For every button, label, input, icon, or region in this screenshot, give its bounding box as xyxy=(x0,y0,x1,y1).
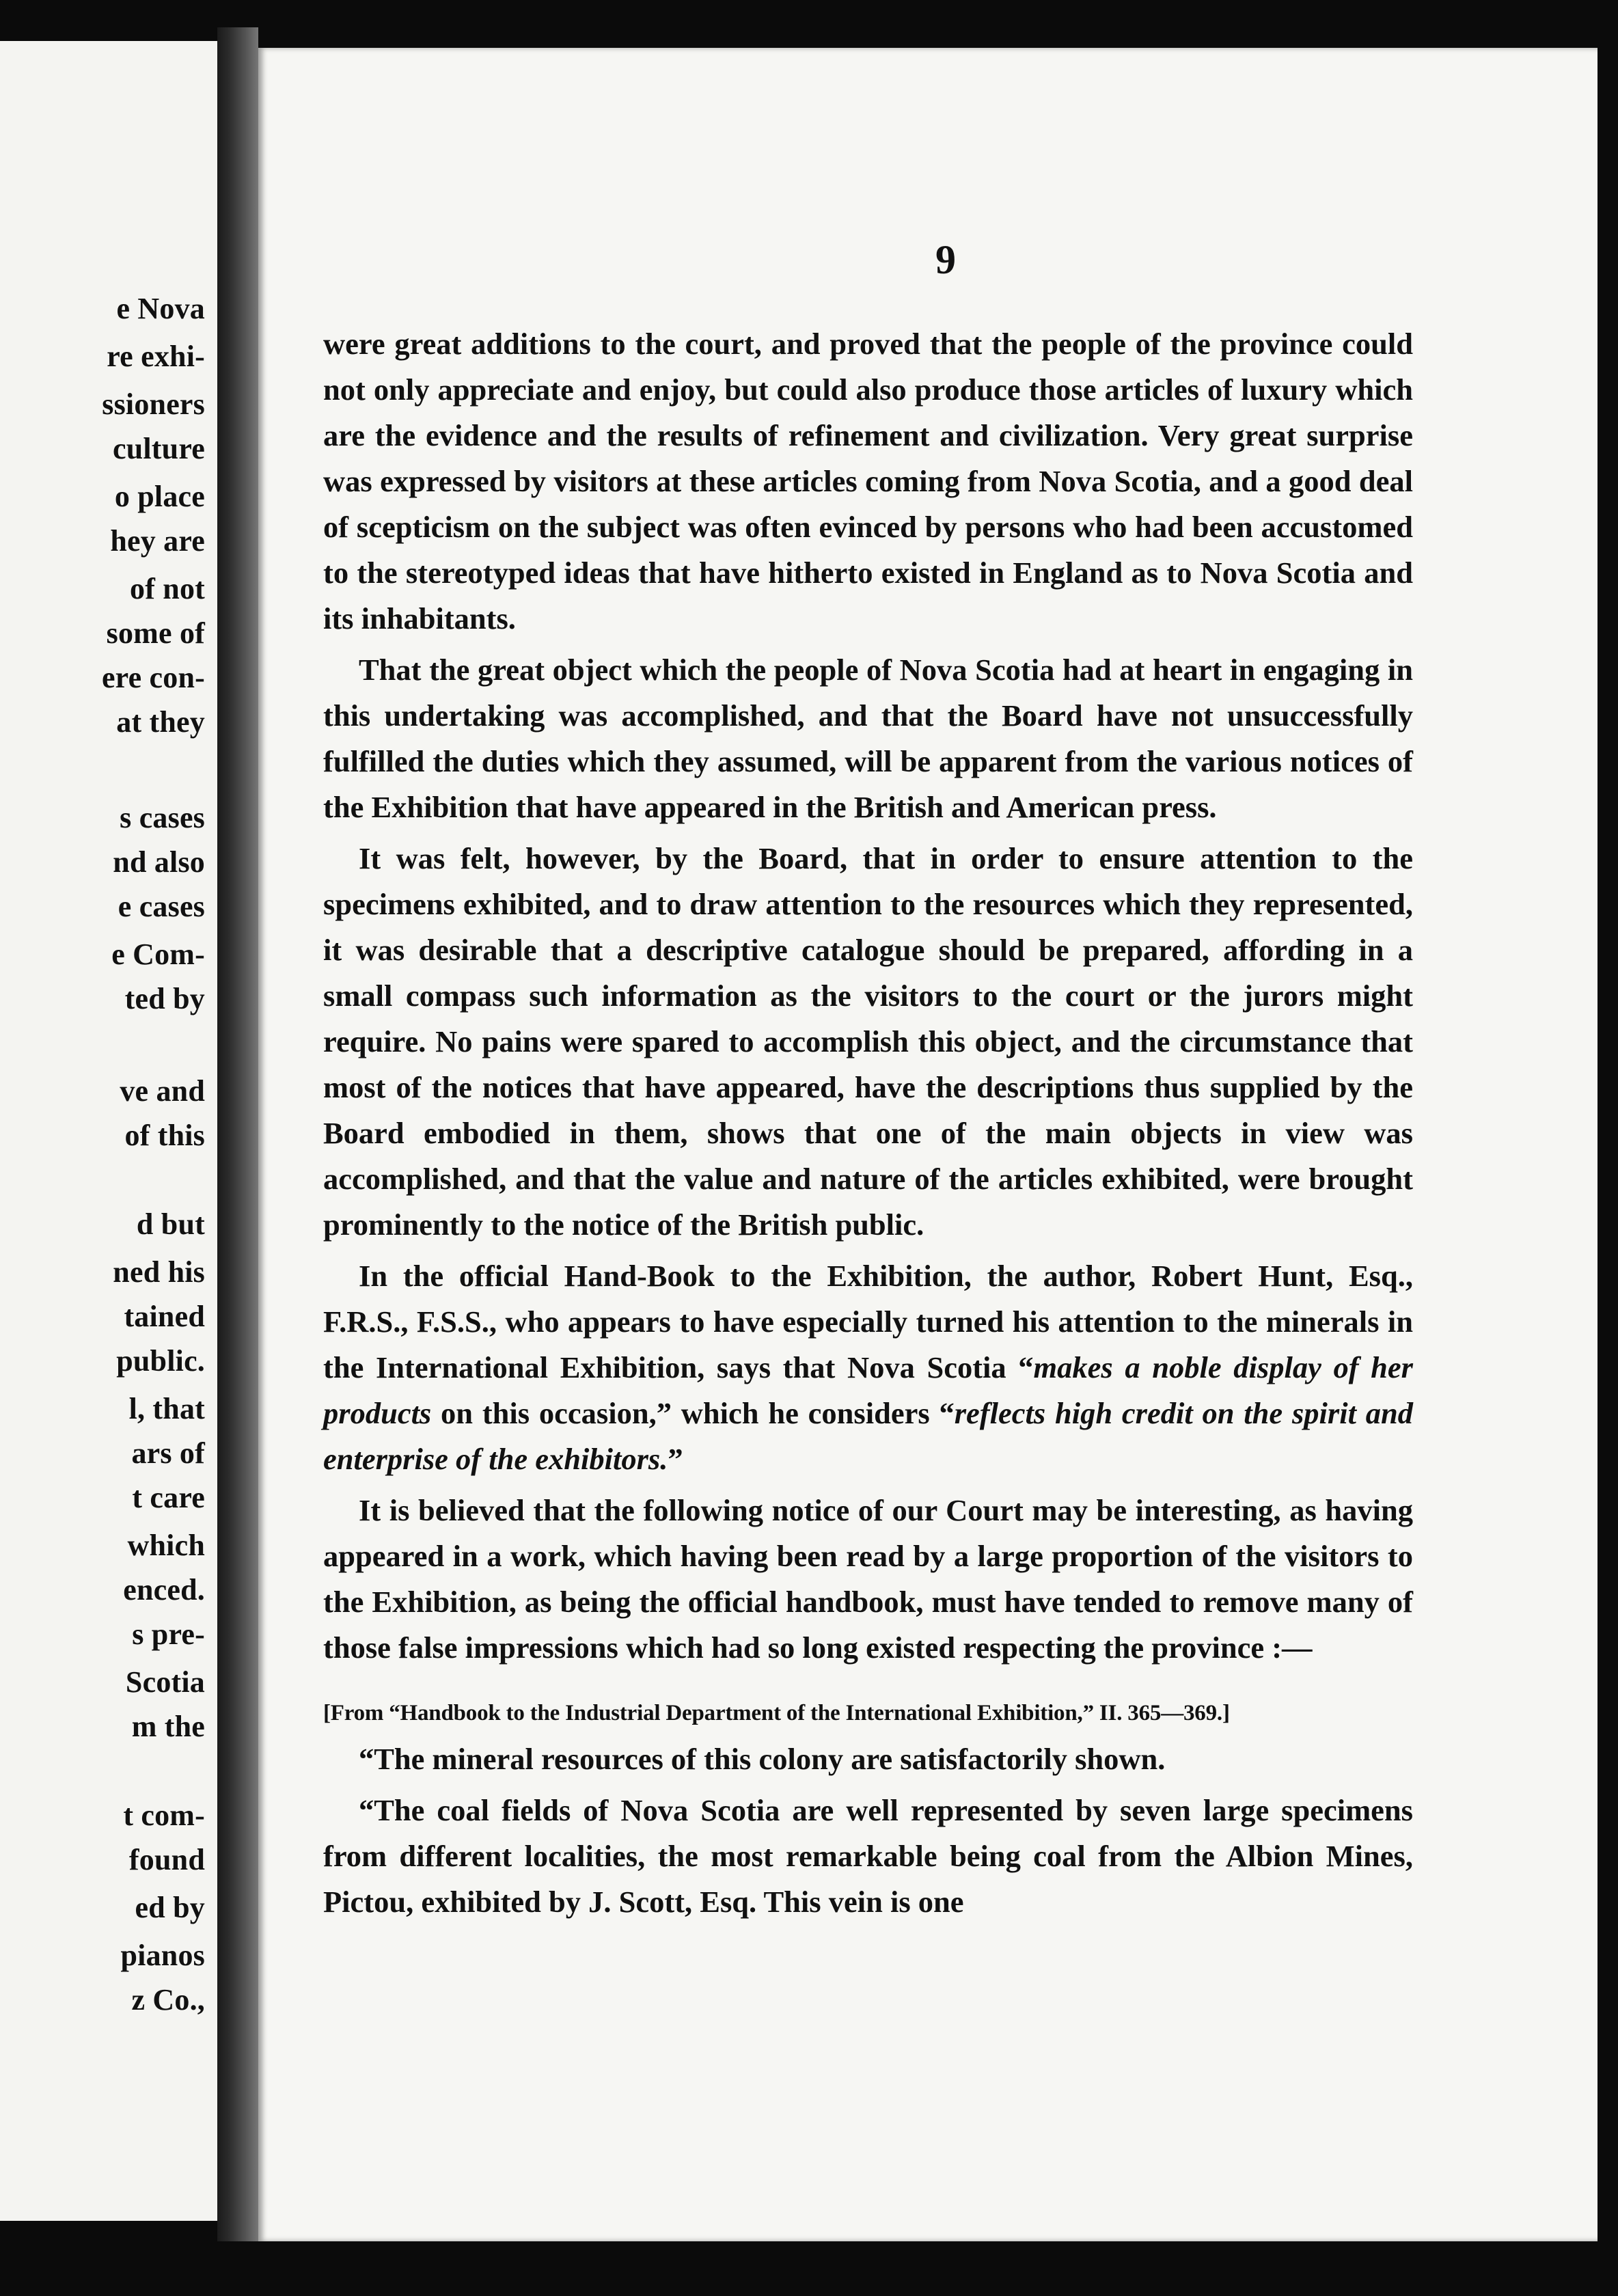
paragraph-1: were great additions to the court, and proved that the people of the province could not only appreciate and enjoy, but could also produce those articles of luxury which are the evidence and the results of refinement and civilization. Very great surprise was expressed by visitors at these articles coming from Nova Scotia, and a good deal of scepticism on the subject was often evinced by persons who had been accustomed to the stereotyped ideas that have hitherto existed in England as to Nova Scotia and its inhabitants. xyxy=(323,327,1413,636)
paragraph-2: That the great object which the people of Nova Scotia had at heart in engaging in this undertaking was accomplished, and that the Board have not unsuccessfully fulfilled the duties which they assumed, will be apparent from the various notices of the Exhibition that have appeared in the British and American press. xyxy=(323,653,1413,824)
previous-page-line: some of xyxy=(106,616,205,650)
paragraph-4-text: In the official Hand-Book to the Exhibition, the author, Robert Hunt, Esq., F.R.S., F.S.S., who appears to have especially turned his attention to the minerals in the International Exhibition, says that Nova Scotia “ xyxy=(323,1259,1413,1384)
paragraph-5: It is believed that the following notice of our Court may be interesting, as having appeared in a work, which having been read by a large proportion of the visitors to the Exhibition, as being the official handbook, must have tended to remove many of those false impressions which had so long existed respecting the province :— xyxy=(323,1493,1413,1665)
previous-page-line: o place xyxy=(114,480,205,513)
previous-page-line: ere con- xyxy=(101,661,205,694)
previous-page-fragment xyxy=(0,41,217,2221)
body-text xyxy=(323,321,1413,1925)
previous-page-line: found xyxy=(128,1843,205,1876)
previous-page-line: culture xyxy=(112,432,205,465)
paragraph-4-text-3: ” xyxy=(668,1442,683,1476)
paragraph-7: “The coal fields of Nova Scotia are well represented by seven large specimens from different localities, the most remarkable being coal from the Albion Mines, Pictou, exhibited by J. Scott, Esq. This vein is one xyxy=(323,1793,1413,1919)
previous-page-line: ve and xyxy=(120,1074,205,1108)
book-gutter xyxy=(217,27,258,2241)
paragraph-3: It was felt, however, by the Board, that in order to ensure attention to the specimens exhibited, and to draw attention to the resources which they represented, it was desirable that a descriptive catalogue should be prepared, affording in a small compass such information as the visitors to the court or the jurors might require. No pains were spared to accomplish this object, and the circumstance that most of the notices that have appeared, have the descriptions thus supplied by the Board embodied in them, shows that one of the main objects in view was accomplished, and that the value and nature of the articles exhibited, were brought prominently to the notice of the British public. xyxy=(323,841,1413,1242)
previous-page-line: of not xyxy=(130,572,205,605)
previous-page-line: m the xyxy=(131,1710,205,1743)
previous-page-line: l, that xyxy=(128,1392,205,1425)
previous-page-line: s cases xyxy=(120,801,205,834)
previous-page-line: t com- xyxy=(123,1799,205,1832)
previous-page-line: ed by xyxy=(135,1891,205,1924)
quote-noble-display: makes a noble display of her products xyxy=(323,1350,1413,1430)
previous-page-line: hey are xyxy=(110,524,205,558)
previous-page-line: ned his xyxy=(113,1255,205,1289)
previous-page-line: public. xyxy=(116,1344,205,1378)
previous-page-line: e cases xyxy=(118,890,205,923)
previous-page-line: tained xyxy=(124,1300,205,1333)
previous-page-line: t care xyxy=(132,1481,205,1514)
previous-page-line: at they xyxy=(116,705,205,739)
previous-page-line: ars of xyxy=(131,1436,205,1470)
previous-page-line: e Com- xyxy=(111,938,205,971)
previous-page-line: e Nova xyxy=(116,292,205,325)
page-number: 9 xyxy=(935,237,956,282)
previous-page-line: of this xyxy=(124,1119,205,1152)
source-citation: [From “Handbook to the Industrial Department of the International Exhibition,” II. 365—369.] xyxy=(323,1701,1230,1725)
previous-page-line: enced. xyxy=(123,1573,205,1607)
main-page xyxy=(258,48,1598,2241)
previous-page-line: s pre- xyxy=(132,1617,205,1651)
previous-page-line: re exhi- xyxy=(107,340,205,373)
previous-page-line: z Co., xyxy=(131,1983,205,2017)
paragraph-6: “The mineral resources of this colony are satisfactorily shown. xyxy=(359,1742,1166,1776)
previous-page-line: ted by xyxy=(124,982,205,1015)
previous-page-line: nd also xyxy=(113,845,205,879)
previous-page-line: d but xyxy=(136,1207,205,1241)
quote-high-credit: reflects high credit on the spirit and enterprise of the exhibitors. xyxy=(323,1396,1413,1476)
previous-page-line: which xyxy=(127,1529,205,1562)
paragraph-4 xyxy=(323,1253,1413,1482)
previous-page-line: Scotia xyxy=(125,1665,205,1699)
previous-page-line: ssioners xyxy=(102,387,205,421)
paragraph-4-text-2: on this occasion,” which he considers “ xyxy=(431,1396,955,1430)
previous-page-line: pianos xyxy=(120,1939,205,1972)
